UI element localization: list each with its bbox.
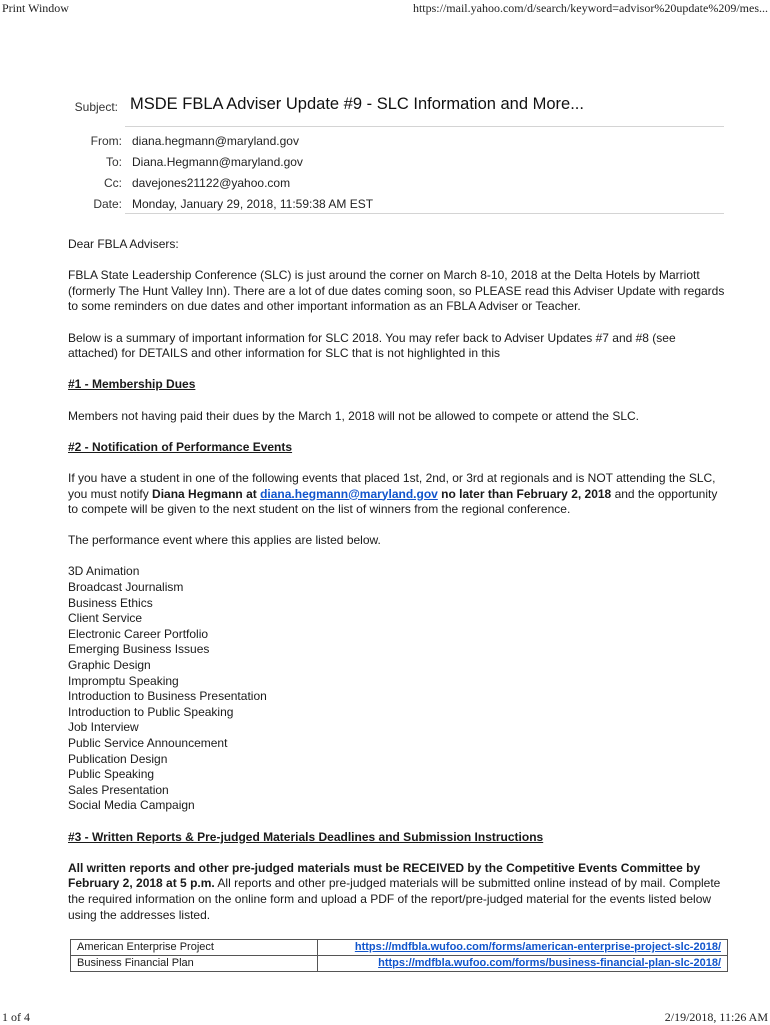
- table-cell-event: Business Financial Plan: [71, 955, 318, 971]
- notification-paragraph: [68, 471, 728, 518]
- list-item: Introduction to Public Speaking: [68, 704, 234, 719]
- subject-label: Subject:: [74, 100, 118, 114]
- list-item: Emerging Business Issues: [68, 642, 210, 657]
- list-item: Business Ethics: [68, 595, 153, 610]
- notification-text-1: If you have a student in one of the following events that placed 1st, 2nd, or 3rd at regionals and is NOT attending the SLC, you must notify: [68, 470, 716, 501]
- list-item: Broadcast Journalism: [68, 580, 184, 595]
- page-number: 1 of 4: [2, 1010, 30, 1024]
- intro-paragraph: FBLA State Leadership Conference (SLC) is just around the corner on March 8-10, 2018 at the Delta Hotels by Marriott (formerly The Hunt Valley Inn). There are a lot of due dates coming soon, so PLEASE read this Adviser Update with regards to some reminders on due dates and other important information as an FBLA Adviser or Teacher.: [68, 268, 725, 314]
- cc-value: davejones21122@yahoo.com: [132, 176, 291, 190]
- events-intro: The performance event where this applies are listed below.: [68, 533, 381, 548]
- list-item: Graphic Design: [68, 658, 151, 673]
- cc-label: Cc:: [104, 176, 122, 190]
- print-window-title: Print Window: [2, 1, 69, 15]
- table-row: [71, 955, 728, 971]
- list-item: Job Interview: [68, 720, 139, 735]
- list-item: Public Service Announcement: [68, 736, 228, 750]
- section-heading-written-reports: #3 - Written Reports & Pre-judged Materials Deadlines and Submission Instructions: [68, 829, 544, 844]
- submission-deadline: All written reports and other pre-judged materials must be RECEIVED by the Competitive Events Committee by February 2, 2018 at 5 p.m.: [68, 860, 701, 891]
- submission-link[interactable]: https://mdfbla.wufoo.com/forms/business-financial-plan-slc-2018/: [318, 955, 728, 971]
- date-value: Monday, January 29, 2018, 11:59:38 AM EST: [132, 197, 374, 211]
- email-subject: MSDE FBLA Adviser Update #9 - SLC Information and More...: [130, 95, 584, 113]
- to-value: Diana.Hegmann@maryland.gov: [132, 155, 303, 169]
- table-cell-event: American Enterprise Project: [71, 939, 318, 955]
- list-item: Public Speaking: [68, 767, 155, 782]
- summary-paragraph: Below is a summary of important information for SLC 2018. You may refer back to Adviser Updates #7 and #8 (see attached) for DETAILS and other information for SLC that is not highlighted in this: [68, 330, 676, 361]
- email-body: [68, 237, 728, 972]
- from-label: From:: [90, 134, 122, 148]
- list-item: 3D Animation: [68, 564, 140, 579]
- submission-instructions: All reports and other pre-judged materials will be submitted online instead of by mail. Complete the required information on the online form and upload a PDF of the report/pre-judged material for the events listed below using the addresses listed.: [68, 876, 721, 922]
- dues-paragraph: Members not having paid their dues by the March 1, 2018 will not be allowed to compete or attend the SLC.: [68, 408, 639, 423]
- submission-links-table: [70, 939, 728, 972]
- performance-event-list: [68, 564, 728, 814]
- list-item: Introduction to Business Presentation: [68, 689, 267, 704]
- print-header: [0, 1, 770, 15]
- to-label: To:: [105, 155, 122, 169]
- section-heading-dues: #1 - Membership Dues: [68, 377, 196, 392]
- list-item: Social Media Campaign: [68, 798, 195, 813]
- list-item: Electronic Career Portfolio: [68, 626, 209, 641]
- table-row: [71, 939, 728, 955]
- list-item: Sales Presentation: [68, 782, 169, 797]
- notification-deadline: no later than February 2, 2018: [437, 486, 612, 501]
- notification-text-2: and the opportunity to compete will be given to the next student on the list of winners from the regional conference.: [68, 486, 718, 517]
- print-footer: [0, 1010, 770, 1024]
- date-label: Date:: [93, 197, 122, 211]
- list-item: Client Service: [68, 611, 143, 626]
- from-row: [70, 134, 724, 152]
- print-url: https://mail.yahoo.com/d/search/keyword=advisor%20update%209/mes...: [412, 1, 768, 15]
- list-item: Publication Design: [68, 751, 168, 766]
- subject-row: [70, 95, 724, 121]
- notification-contact: Diana Hegmann at: [152, 486, 261, 501]
- list-item: Impromptu Speaking: [68, 673, 179, 688]
- contact-email-link[interactable]: diana.hegmann@maryland.gov: [260, 486, 438, 501]
- from-value: diana.hegmann@maryland.gov: [132, 134, 299, 148]
- greeting: Dear FBLA Advisers:: [68, 237, 179, 251]
- subject-divider: [125, 126, 724, 127]
- to-row: [70, 155, 724, 173]
- section-heading-performance: #2 - Notification of Performance Events: [68, 439, 293, 454]
- submission-link[interactable]: https://mdfbla.wufoo.com/forms/american-enterprise-project-slc-2018/: [318, 939, 728, 955]
- print-timestamp: 2/19/2018, 11:26 AM: [664, 1010, 768, 1024]
- submission-paragraph: [68, 861, 728, 923]
- cc-row: [70, 176, 724, 194]
- header-divider: [125, 213, 724, 214]
